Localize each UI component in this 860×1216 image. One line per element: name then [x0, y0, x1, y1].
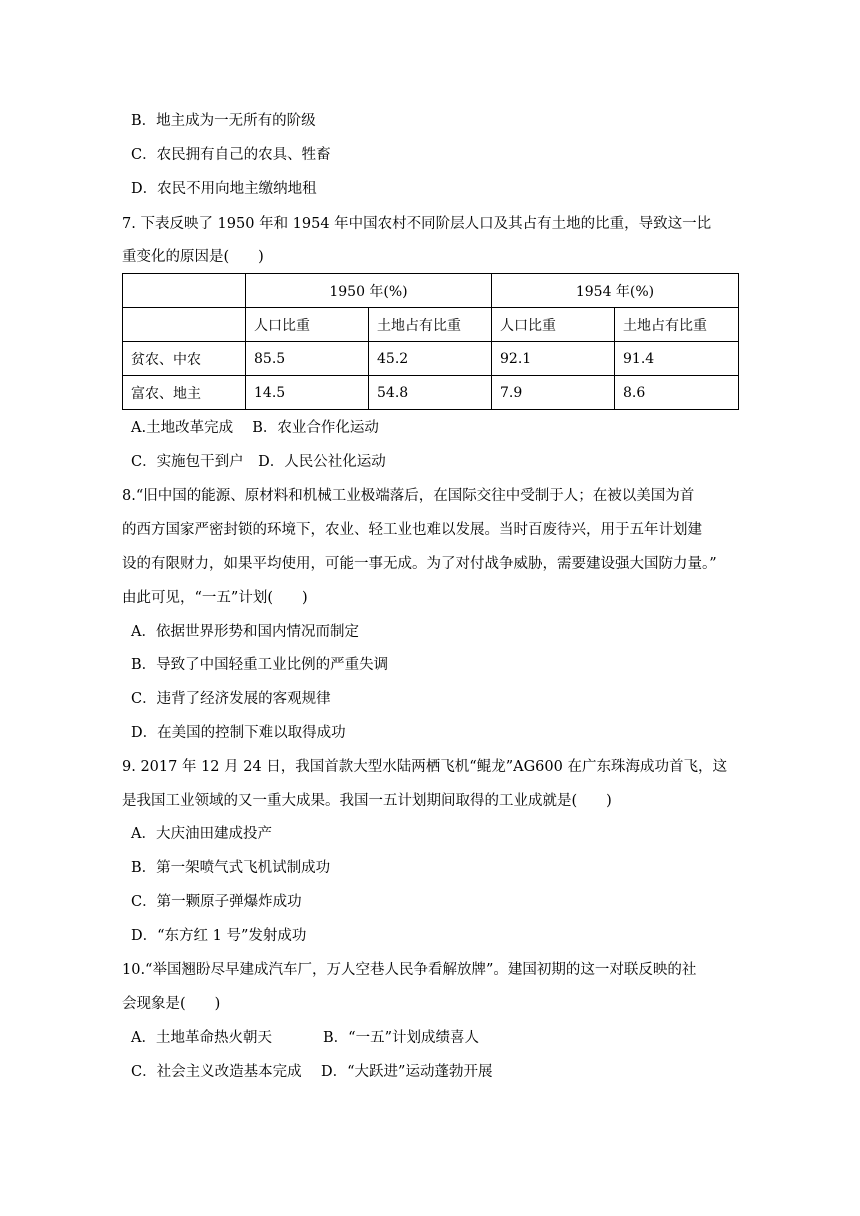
table-empty-cell — [123, 308, 246, 342]
table-cell: 8.6 — [615, 376, 739, 410]
q8-option-a: A．依据世界形势和国内情况而制定 — [131, 624, 359, 640]
q8-stem-line-1: 8.“旧中国的能源、原材料和机械工业极端落后，在国际交往中受制于人；在被以美国为首 — [122, 488, 695, 504]
q10-option-d: D．“大跃进”运动蓬勃开展 — [321, 1064, 493, 1080]
q7-data-table — [122, 273, 739, 410]
q7-options-line-1: A.土地改革完成 B．农业合作化运动 — [131, 420, 379, 436]
q10-stem-line-1: 10.“举国翘盼尽早建成汽车厂，万人空巷人民争看解放牌”。建国初期的这一对联反映的社 — [122, 962, 697, 978]
q9-option-b: B．第一架喷气式飞机试制成功 — [131, 860, 331, 876]
q8-option-c: C．违背了经济发展的客观规律 — [131, 691, 331, 707]
table-header-row — [123, 274, 739, 308]
table-cell: 85.5 — [246, 342, 369, 376]
table-cell: 7.9 — [492, 376, 615, 410]
q6-option-d: D．农民不用向地主缴纳地租 — [131, 181, 317, 197]
q9-stem-line-2: 是我国工业领域的又一重大成果。我国一五计划期间取得的工业成就是( ) — [122, 793, 612, 809]
q7-stem-line-2: 重变化的原因是( ) — [122, 249, 264, 265]
q6-option-b: B．地主成为一无所有的阶级 — [131, 113, 316, 129]
q9-stem-line-1: 9. 2017 年 12 月 24 日，我国首款大型水陆两栖飞机“鲲龙”AG600 在广东珠海成功首飞，这 — [122, 759, 727, 775]
table-year-header-1950: 1950 年(%) — [246, 274, 492, 308]
q8-stem-line-2: 的西方国家严密封锁的环境下，农业、轻工业也难以发展。当时百废待兴，用于五年计划建 — [122, 522, 702, 538]
table-subheader: 人口比重 — [492, 308, 615, 342]
table-row-label: 富农、地主 — [123, 376, 246, 410]
q10-stem-line-2: 会现象是( ) — [122, 996, 221, 1012]
q8-option-d: D．在美国的控制下难以取得成功 — [131, 725, 346, 741]
table-corner-cell — [123, 274, 246, 308]
q9-option-c: C．第一颗原子弹爆炸成功 — [131, 894, 302, 910]
q10-option-a: A．土地革命热火朝天 — [131, 1030, 272, 1046]
table-row-label: 贫农、中农 — [123, 342, 246, 376]
q10-option-b: B．“一五”计划成绩喜人 — [323, 1030, 479, 1046]
q8-option-b: B．导致了中国轻重工业比例的严重失调 — [131, 657, 389, 673]
table-cell: 92.1 — [492, 342, 615, 376]
table-cell: 54.8 — [369, 376, 492, 410]
q6-option-c: C．农民拥有自己的农具、牲畜 — [131, 147, 331, 163]
q8-stem-line-4: 由此可见，“一五”计划( ) — [122, 590, 308, 606]
table-row — [123, 342, 739, 376]
q9-option-a: A．大庆油田建成投产 — [131, 826, 272, 842]
table-subheader: 土地占有比重 — [369, 308, 492, 342]
q7-options-line-2: C．实施包干到户 D．人民公社化运动 — [131, 454, 386, 470]
table-cell: 91.4 — [615, 342, 739, 376]
q7-stem-line-1: 7. 下表反映了 1950 年和 1954 年中国农村不同阶层人口及其占有土地的比重，导致这一比 — [122, 216, 712, 232]
table-subheader-row — [123, 308, 739, 342]
table-cell: 14.5 — [246, 376, 369, 410]
q8-stem-line-3: 设的有限财力，如果平均使用，可能一事无成。为了对付战争威胁，需要建设强大国防力量。” — [122, 556, 717, 572]
table-subheader: 土地占有比重 — [615, 308, 739, 342]
table-cell: 45.2 — [369, 342, 492, 376]
table-year-header-1954: 1954 年(%) — [492, 274, 739, 308]
q10-option-c: C．社会主义改造基本完成 — [131, 1064, 302, 1080]
table-subheader: 人口比重 — [246, 308, 369, 342]
table-row — [123, 376, 739, 410]
q9-option-d: D．“东方红 1 号”发射成功 — [131, 928, 307, 944]
